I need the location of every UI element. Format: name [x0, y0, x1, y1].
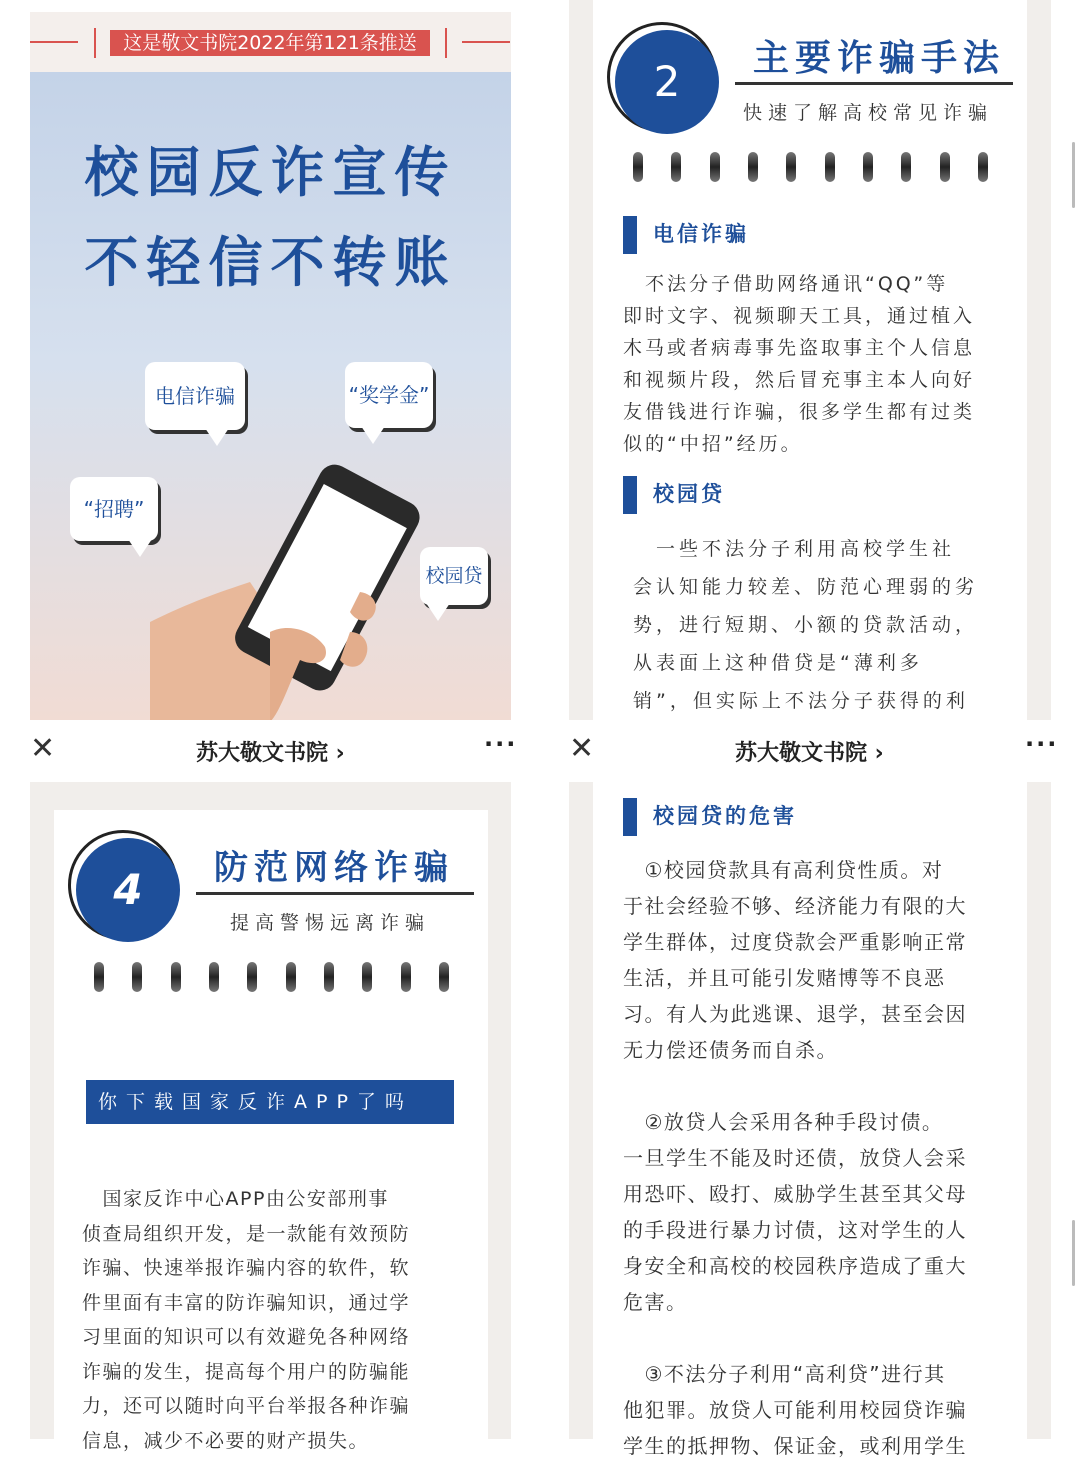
campus-loan-paragraph: [633, 530, 978, 720]
paragraph-line: 他犯罪。放贷人可能利用校园贷诈骗: [623, 1398, 967, 1422]
article-panel-prevention: [30, 782, 511, 1452]
article-card: [54, 810, 488, 1450]
article-card: [593, 0, 1027, 720]
paragraph-line: 一旦学生不能及时还债，放贷人会采: [623, 1146, 967, 1170]
paragraph-line: 危害。: [623, 1290, 688, 1314]
paragraph-line: 即时文字、视频聊天工具，通过植入: [623, 305, 976, 327]
paragraph-line: 身安全和高校的校园秩序造成了重大: [623, 1254, 967, 1278]
telecom-paragraph: [623, 268, 975, 460]
article-panel-harms: [569, 782, 1051, 1458]
section-subtitle: 提高警惕远离诈骗: [230, 912, 431, 934]
article-panel-methods: [569, 0, 1051, 720]
more-icon[interactable]: ···: [484, 730, 518, 758]
harm-paragraph-3: [623, 1356, 967, 1464]
paragraph-line: 侦查局组织开发，是一款能有效预防: [82, 1222, 411, 1245]
poster-image: [30, 12, 511, 720]
bubble-text: “招聘”: [83, 497, 145, 521]
section-subtitle: 快速了解高校常见诈骗: [743, 102, 994, 124]
paragraph-line: 诈骗的发生，提高每个用户的防骗能: [82, 1360, 411, 1383]
section-label: 校园贷: [653, 482, 725, 506]
paragraph-line: 国家反诈中心APP由公安部刑事: [82, 1188, 389, 1210]
paragraph-line: 似的“中招”经历。: [623, 433, 803, 455]
paragraph-line: 木马或者病毒事先盗取事主个人信息: [623, 337, 976, 359]
paragraph-line: 习。有人为此逃课、退学，甚至会因: [623, 1002, 967, 1026]
close-icon[interactable]: ✕: [569, 731, 595, 766]
bubble-telecom: [145, 362, 245, 430]
paragraph-line: 无力偿还债务而自杀。: [623, 1038, 838, 1062]
paragraph-line: 学生的抵押物、保证金，或利用学生: [623, 1434, 967, 1458]
notebook-rings: [94, 962, 449, 992]
paragraph-line: 习里面的知识可以有效避免各种网络: [82, 1326, 411, 1348]
paragraph-line: 势，进行短期、小额的贷款活动，: [633, 614, 979, 636]
article-nav-bar-left: [30, 720, 520, 782]
decor-bar: [445, 28, 447, 58]
paragraph-line: ②放贷人会采用各种手段讨债。: [623, 1110, 944, 1134]
bubble-text: “奖学金”: [348, 383, 430, 407]
bubble-tail: [361, 426, 385, 444]
bubble-scholarship: [345, 362, 433, 428]
section-number-badge: 4: [76, 838, 180, 942]
harm-paragraph-2: [623, 1104, 967, 1320]
decor-line: [30, 41, 78, 43]
notebook-rings: [633, 152, 988, 182]
paragraph-line: 用恐吓、殴打、威胁学生甚至其父母: [623, 1182, 967, 1206]
bubble-tail: [426, 603, 450, 621]
paragraph-line: 力，还可以随时向平台举报各种诈骗: [82, 1395, 411, 1417]
anti-fraud-app-banner: 你下载国家反诈APP了吗: [86, 1080, 454, 1124]
account-title-link[interactable]: 苏大敬文书院 ›: [735, 741, 884, 766]
scrollbar-thumb[interactable]: [1072, 1220, 1075, 1286]
paragraph-line: ③不法分子利用“高利贷”进行其: [623, 1362, 946, 1386]
paragraph-line: 件里面有丰富的防诈骗知识，通过学: [82, 1291, 411, 1314]
section-title: 主要诈骗手法: [753, 38, 1006, 79]
anti-fraud-app-paragraph: [82, 1182, 410, 1458]
paragraph-line: 和视频片段，然后冒充事主本人向好: [623, 369, 976, 391]
bubble-recruit: [70, 477, 158, 541]
bubble-text: 电信诈骗: [155, 384, 235, 408]
bubble-tail: [205, 428, 229, 446]
decor-line: [462, 41, 510, 43]
harm-paragraph-1: [623, 852, 967, 1068]
paragraph-line: 生活，并且可能引发赌博等不良恶: [623, 966, 946, 990]
paragraph-line: 友借钱进行诈骗，很多学生都有过类: [623, 401, 976, 423]
paragraph-line: 学生群体，过度贷款会严重影响正常: [623, 930, 967, 954]
section-label: 校园贷的危害: [653, 804, 797, 828]
section-title: 防范网络诈骗: [214, 848, 454, 888]
title-divider: [735, 82, 1013, 85]
paragraph-line: 会认知能力较差、防范心理弱的劣: [633, 576, 979, 598]
scrollbar-thumb[interactable]: [1072, 142, 1075, 208]
paragraph-line: 于社会经验不够、经济能力有限的大: [623, 894, 967, 918]
bubble-text: 校园贷: [425, 565, 483, 587]
section-number-badge: 2: [615, 30, 719, 134]
decor-bar: [94, 28, 96, 58]
section-marker: [623, 216, 637, 254]
paragraph-line: 信息，减少不必要的财产损失。: [82, 1429, 370, 1452]
section-marker: [623, 476, 637, 514]
push-count-label: 这是敬文书院2022年第121条推送: [110, 30, 430, 56]
paragraph-line: 的手段进行暴力讨债，这对学生的人: [623, 1218, 967, 1242]
more-icon[interactable]: ···: [1025, 730, 1059, 758]
headline-1: 校园反诈宣传: [84, 141, 457, 204]
paragraph-line: ①校园贷款具有高利贷性质。对: [623, 858, 944, 882]
close-icon[interactable]: ✕: [30, 731, 56, 766]
article-card: [593, 782, 1027, 1458]
section-label: 电信诈骗: [653, 222, 749, 246]
paragraph-line: 诈骗、快速举报诈骗内容的软件，软: [82, 1257, 411, 1279]
headline-2: 不轻信不转账: [84, 231, 457, 294]
paragraph-line: 从表面上这种借贷是“薄利多: [633, 652, 923, 674]
bubble-tail: [128, 539, 152, 557]
paragraph-line: 一些不法分子利用高校学生社: [633, 538, 956, 560]
account-title-link[interactable]: 苏大敬文书院 ›: [196, 741, 345, 766]
paragraph-line: 销”，但实际上不法分子获得的利: [633, 690, 969, 712]
section-marker: [623, 798, 637, 836]
title-divider: [196, 892, 474, 895]
phone-in-hand-illustration: [150, 482, 410, 722]
paragraph-line: 不法分子借助网络通讯“QQ”等: [623, 273, 949, 295]
bubble-campus-loan: [420, 547, 488, 605]
article-nav-bar-right: [569, 720, 1059, 782]
